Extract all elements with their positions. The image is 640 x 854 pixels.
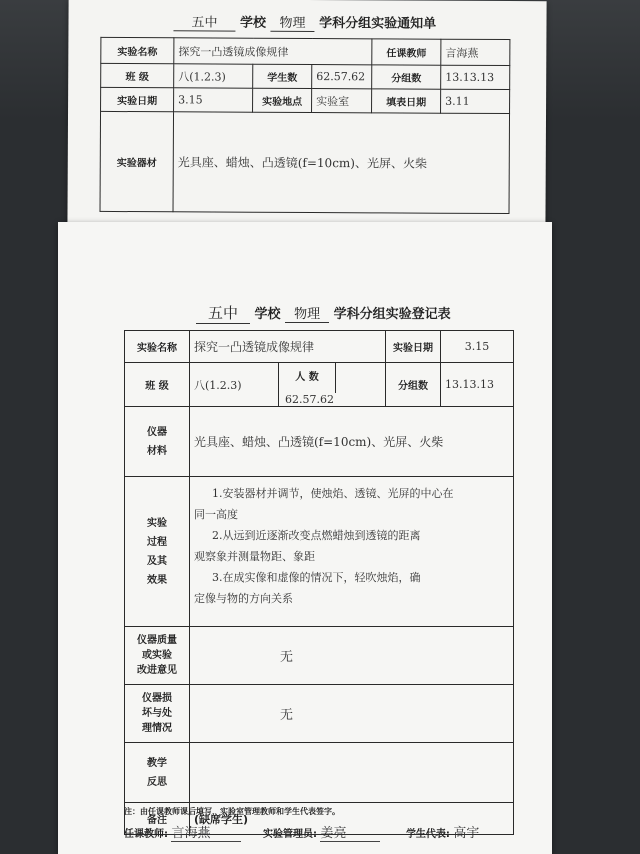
record-process-body xyxy=(190,477,514,627)
notice-class-label: 班 级 xyxy=(101,63,174,87)
record-process-line-4: 观察象并测量物距、象距 xyxy=(194,550,315,563)
record-reflection-value xyxy=(190,743,514,803)
record-class-value: 八(1.2.3) xyxy=(190,363,279,407)
record-process-label-2: 过程 xyxy=(147,536,167,548)
record-process-line-6: 定像与物的方向关系 xyxy=(194,592,293,605)
notice-date-value: 3.15 xyxy=(174,88,253,112)
record-damage-label-1: 仪器损 xyxy=(142,693,172,704)
notice-count-label: 学生数 xyxy=(253,64,312,88)
record-process-label-1: 实验 xyxy=(147,517,167,529)
record-name-value: 探究一凸透镜成像规律 xyxy=(190,331,386,363)
record-process-line-2: 同一高度 xyxy=(194,508,238,521)
record-instrument-label xyxy=(125,407,190,477)
notice-date-label: 实验日期 xyxy=(101,87,174,111)
notice-name-label: 实验名称 xyxy=(101,37,174,63)
notice-school: 五中 xyxy=(173,11,235,31)
record-table xyxy=(124,330,514,835)
record-quality-label-3: 改进意见 xyxy=(137,665,177,676)
record-quality-label-1: 仪器质量 xyxy=(137,635,177,646)
record-class-label: 班 级 xyxy=(125,363,190,407)
record-process-label xyxy=(125,477,190,627)
record-note: 注：由任课教师课后填写，实验室管理教师和学生代表签字。 xyxy=(124,807,340,816)
notice-equip-label: 实验器材 xyxy=(100,111,174,211)
record-groups-value: 13.13.13 xyxy=(441,363,514,407)
record-process-line-3: 2.从远到近逐渐改变点燃蜡烛到透镜的距离 xyxy=(212,529,421,542)
record-damage-label-2: 坏与处 xyxy=(142,708,172,719)
notice-groups-label: 分组数 xyxy=(372,65,441,89)
notice-place-value: 实验室 xyxy=(312,89,372,113)
notice-place-label: 实验地点 xyxy=(253,88,312,112)
record-process-label-4: 效果 xyxy=(147,574,167,586)
record-process-line-1: 1.安装器材并调节，使烛焰、透镜、光屏的中心在 xyxy=(212,487,454,500)
record-teacher-signature: 言海燕 xyxy=(171,822,241,842)
record-student-label: 学生代表: xyxy=(405,829,450,840)
record-instrument-label-1: 仪器 xyxy=(147,426,167,438)
record-manager-label: 实验管理员: xyxy=(262,829,317,840)
record-school: 五中 xyxy=(196,302,250,324)
record-name-label: 实验名称 xyxy=(125,331,190,363)
record-teacher-label: 任课教师: xyxy=(124,829,168,840)
notice-groups-value: 13.13.13 xyxy=(441,65,510,89)
record-manager-signature: 姜亮 xyxy=(320,822,380,842)
notice-teacher-label: 任课教师 xyxy=(372,39,441,65)
record-title-rest: 学科分组实验登记表 xyxy=(333,307,451,322)
record-reflection-label xyxy=(125,743,190,803)
notice-title-rest: 学科分组实验通知单 xyxy=(319,16,437,32)
record-signatures xyxy=(124,822,544,842)
notice-equip-value: 光具座、蜡烛、凸透镜(f=10cm)、光屏、火柴 xyxy=(173,112,510,214)
record-damage-value: 无 xyxy=(190,685,514,743)
record-reflection-label-2: 反思 xyxy=(147,776,167,788)
record-date-value: 3.15 xyxy=(441,331,514,363)
record-damage-label-3: 理情况 xyxy=(142,723,172,734)
record-date-label: 实验日期 xyxy=(386,331,441,363)
record-quality-label-2: 或实验 xyxy=(142,650,172,661)
record-instrument-label-2: 材料 xyxy=(147,445,167,457)
notice-class-value: 八(1.2.3) xyxy=(174,64,253,88)
record-reflection-label-1: 教学 xyxy=(147,757,167,769)
record-title-mid: 学校 xyxy=(254,307,281,322)
record-quality-label xyxy=(125,627,190,685)
record-title xyxy=(196,302,451,324)
notice-teacher-value: 言海燕 xyxy=(441,39,510,65)
record-process-label-3: 及其 xyxy=(147,555,167,567)
record-process-line-5: 3.在成实像和虚像的情况下，轻吹烛焰，确 xyxy=(212,571,421,584)
notice-fill-date-value: 3.11 xyxy=(441,89,510,113)
notice-table xyxy=(100,37,511,214)
record-sheet xyxy=(58,222,552,854)
notice-fill-date-label: 填表日期 xyxy=(372,89,441,113)
record-subject: 物理 xyxy=(285,303,329,323)
record-student-signature: 高宇 xyxy=(453,826,480,841)
notice-title-mid: 学校 xyxy=(239,15,267,31)
record-count-value: 62.57.62 xyxy=(285,393,334,406)
record-damage-label xyxy=(125,685,190,743)
record-groups-label: 分组数 xyxy=(386,363,441,407)
record-instrument-value: 光具座、蜡烛、凸透镜(f=10cm)、光屏、火柴 xyxy=(190,407,514,477)
notice-name-value: 探究一凸透镜成像规律 xyxy=(174,38,372,65)
record-quality-value: 无 xyxy=(190,627,514,685)
record-remark-label: 备注 xyxy=(125,803,190,835)
record-remark-value: (缺席学生) xyxy=(190,803,514,835)
record-count-cell xyxy=(279,363,386,407)
notice-subject: 物理 xyxy=(271,12,315,32)
notice-title xyxy=(173,11,436,32)
notice-count-value: 62.57.62 xyxy=(312,65,372,89)
record-count-label: 人 数 xyxy=(279,363,336,393)
notice-sheet xyxy=(67,0,546,237)
